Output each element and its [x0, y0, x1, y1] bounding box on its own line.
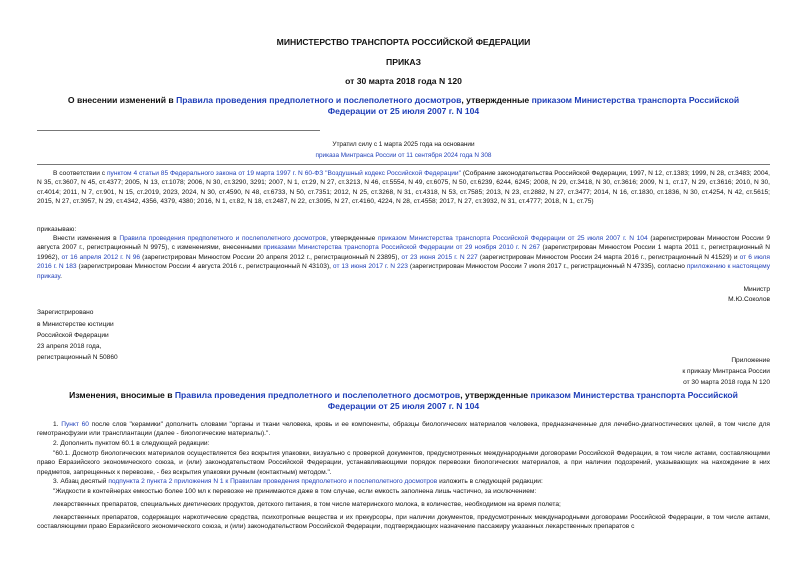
divider-bottom: [37, 164, 770, 165]
registration-line: 23 апреля 2018 года,: [37, 343, 102, 350]
item-1: [37, 420, 770, 439]
item-3-quote-2: лекарственных препаратов, специальных диетических продуктов, детского питания, в том числе материнского молока, в количестве, необходимом на время полета;: [53, 501, 561, 508]
changes-text: (зарегистрирован Минюстом России 7 июля 2017 г., регистрационный N 47335), согласно: [407, 263, 687, 271]
appendix-link[interactable]: приложению к настоящему приказу: [37, 263, 771, 280]
status-note-line: Утратил силу с 1 марта 2025 года на основании: [332, 141, 475, 148]
preamble-sources: (Собрание законодательства Российской Федерации, 1997, N 12, ст.1383; 1999, N 28, ст.3483; 2004, N 35, ст.3607, N 45, ст.4377; 2005, N 13, ст.1078; 2006, N 30, ст.3290, 3291; 2007, N 1, ст.29, N 27, ст.3213, N 46, ст.5554, N 49, ст.6075, N 50, ст.6239, 6244, 6245; 2008, N 29, ст.3418, N 30, ст.3616; 2009, N 1, ст.17, N 29, ст.3616; 2010, N 30, ст.4014; 2011, N 7, ст.901, N 15, ст.2019, 2023, 2024, N 30, ст.4590, N 48, ст.6733, N 50, ст.7351; 2012, N 25, ст.3268, N 31, ст.4318, N 53, ст.7585; 2013, N 23, ст.2882, N 27, ст.3477; 2014, N 16, ст.1830, ст.1836, N 30, ст.4254, N 42, ст.5615; 2015, N 27, ст.3957, N 29, ст.4342, 4356, 4379, 4380; 2016, N 1, ст.82, N 18, ст.2487, N 22, ст.3095, N 27, ст.4160, 4224, N 28, ст.4558; 2017, N 27, ст.3932, N 31, ст.4777; 2018, N 1, ст.75): [37, 170, 771, 206]
subpoint-link[interactable]: подпункта 2 пункта 2 приложения N 1 к Правилам проведения предполетного и послеполетного досмотров: [108, 478, 438, 485]
ministry-heading: МИНИСТЕРСТВО ТРАНСПОРТА РОССИЙСКОЙ ФЕДЕРАЦИИ: [276, 37, 531, 47]
preamble-prefix: В соответствии с: [53, 170, 107, 177]
changes-title-middle: , утвержденные: [460, 390, 531, 400]
item-2: 2. Дополнить пунктом 60.1 в следующей редакции:: [53, 440, 210, 447]
changes-text: (зарегистрирован Минюстом России 20 апреля 2012 г., регистрационный N 23895),: [140, 253, 402, 261]
changes-text: .: [60, 272, 62, 280]
signature-name: М.Ю.Соколов: [728, 296, 770, 303]
registration-line: Зарегистрировано: [37, 309, 94, 316]
item-text: изложить в следующей редакции:: [437, 478, 543, 485]
order-104-link[interactable]: приказом Министерства транспорта Российской Федерации от 25 июля 2007 г. N 104: [377, 235, 648, 242]
order-267-link[interactable]: приказами Министерства транспорта Российской Федерации от 29 ноября 2010 г. N 267: [263, 244, 541, 252]
point-60-link[interactable]: Пункт 60: [61, 421, 89, 428]
changes-title-prefix: Изменения, вносимые в: [69, 390, 175, 400]
item-3-quote-3: лекарственных препаратов, содержащих наркотические средства, психотропные вещества и их прекурсоры, при наличии документов, предусмотренных международными договорами Российской Федерации, в том числе актами, составляющими право Евразийского экономического союза, и (или) законодательством Российской Федерации, подтверждающих назначение пассажиру указанных лекарственных препаратов с: [37, 514, 770, 531]
order-date: от 30 марта 2018 года N 120: [345, 76, 462, 86]
order-227-link[interactable]: от 23 июня 2015 г. N 227: [401, 253, 478, 261]
item-3-quote-1: "Жидкости в контейнерах емкостью более 100 мл к перевозке не принимаются даже в том случае, если емкость заполнена лишь частично, за исключением:: [53, 488, 537, 495]
repeal-order-link[interactable]: приказа Минтранса России от 11 сентября 2024 года N 308: [315, 152, 492, 159]
appendix-ref-line: к приказу Минтранса России: [682, 368, 770, 375]
item-text: 3. Абзац десятый: [53, 478, 109, 485]
registration-line: в Министерстве юстиции: [37, 321, 114, 328]
title-rules-link[interactable]: Правила проведения предполетного и послеполетного досмотров: [176, 95, 462, 105]
registration-line: Российской Федерации: [37, 332, 109, 339]
document-title: [50, 95, 757, 117]
order-heading: ПРИКАЗ: [386, 57, 421, 67]
changes-paragraph: [37, 234, 770, 281]
item-number: 1.: [53, 421, 62, 428]
changes-text: , утвержденные: [326, 235, 378, 242]
appendix-ref-line: Приложение: [731, 357, 770, 364]
changes-text: Внести изменения в: [53, 235, 120, 242]
order-96-link[interactable]: от 16 апреля 2012 г. N 96: [61, 253, 141, 261]
preamble-paragraph: [37, 169, 770, 207]
item-3: [37, 477, 770, 486]
order-223-link[interactable]: от 13 июня 2017 г. N 223: [332, 263, 408, 271]
title-prefix: О внесении изменений в: [67, 95, 177, 105]
changes-text: (зарегистрирован Минюстом России 24 марта 2016 г., регистрационный N 41529) и: [477, 253, 740, 261]
changes-title: [50, 390, 757, 412]
appendix-ref-line: от 30 марта 2018 года N 120: [683, 379, 770, 386]
item-2-quote: "60.1. Досмотр биологических материалов осуществляется без вскрытия упаковки, визуально с проверкой документов, предусмотренных международными договорами Российской Федерации, в том числе актами, составляющими право Евразийского экономического союза, и (или) законодательством Российской Федерации, устанавливающими порядок перевозки биологических материалов, а при наличии подозрений, указывающих на нахождение в них предметов, запрещенных к перевозке, - без вскрытия упаковки ручным (контактным) методом.".: [37, 450, 770, 476]
changes-title-order-link[interactable]: приказом Министерства транспорта Российской Федерации от 25 июля 2007 г. N 104: [327, 390, 738, 411]
changes-text: (зарегистрирован Минюстом России 1 марта 2011 г., регистрационный N 19962),: [37, 244, 771, 261]
order-word: приказываю:: [37, 226, 77, 233]
title-order-link[interactable]: приказом Министерства транспорта Российской Федерации от 25 июля 2007 г. N 104: [327, 95, 740, 116]
title-middle: , утвержденные: [461, 95, 532, 105]
changes-title-rules-link[interactable]: Правила проведения предполетного и послеполетного досмотров: [174, 390, 461, 400]
changes-text: (зарегистрирован Минюстом России 9 августа 2007 г., регистрационный N 9975), с изменениями, внесенными: [37, 235, 770, 252]
rules-link[interactable]: Правила проведения предполетного и послеполетного досмотров: [119, 235, 327, 242]
air-code-link[interactable]: пунктом 4 статьи 85 Федерального закона от 19 марта 1997 г. N 60-ФЗ "Воздушный кодекс Российской Федерации": [106, 170, 461, 177]
item-text: после слов "керамики" дополнить словами "органы и ткани человека, кровь и ее компоненты, образцы биологических материалов человека, предназначенные для лечебно-диагностических целей, в том числе для гемотрансфузии или трансплантации (далее - биологические материалы).".: [37, 421, 770, 438]
order-183-link[interactable]: от 6 июля 2016 г. N 183: [37, 253, 770, 271]
registration-line: регистрационный N 50860: [37, 354, 118, 361]
signature-role: Министр: [743, 286, 770, 293]
divider-top: [37, 130, 320, 131]
changes-text: (зарегистрирован Минюстом России 4 августа 2016 г., регистрационный N 43103),: [76, 263, 333, 271]
